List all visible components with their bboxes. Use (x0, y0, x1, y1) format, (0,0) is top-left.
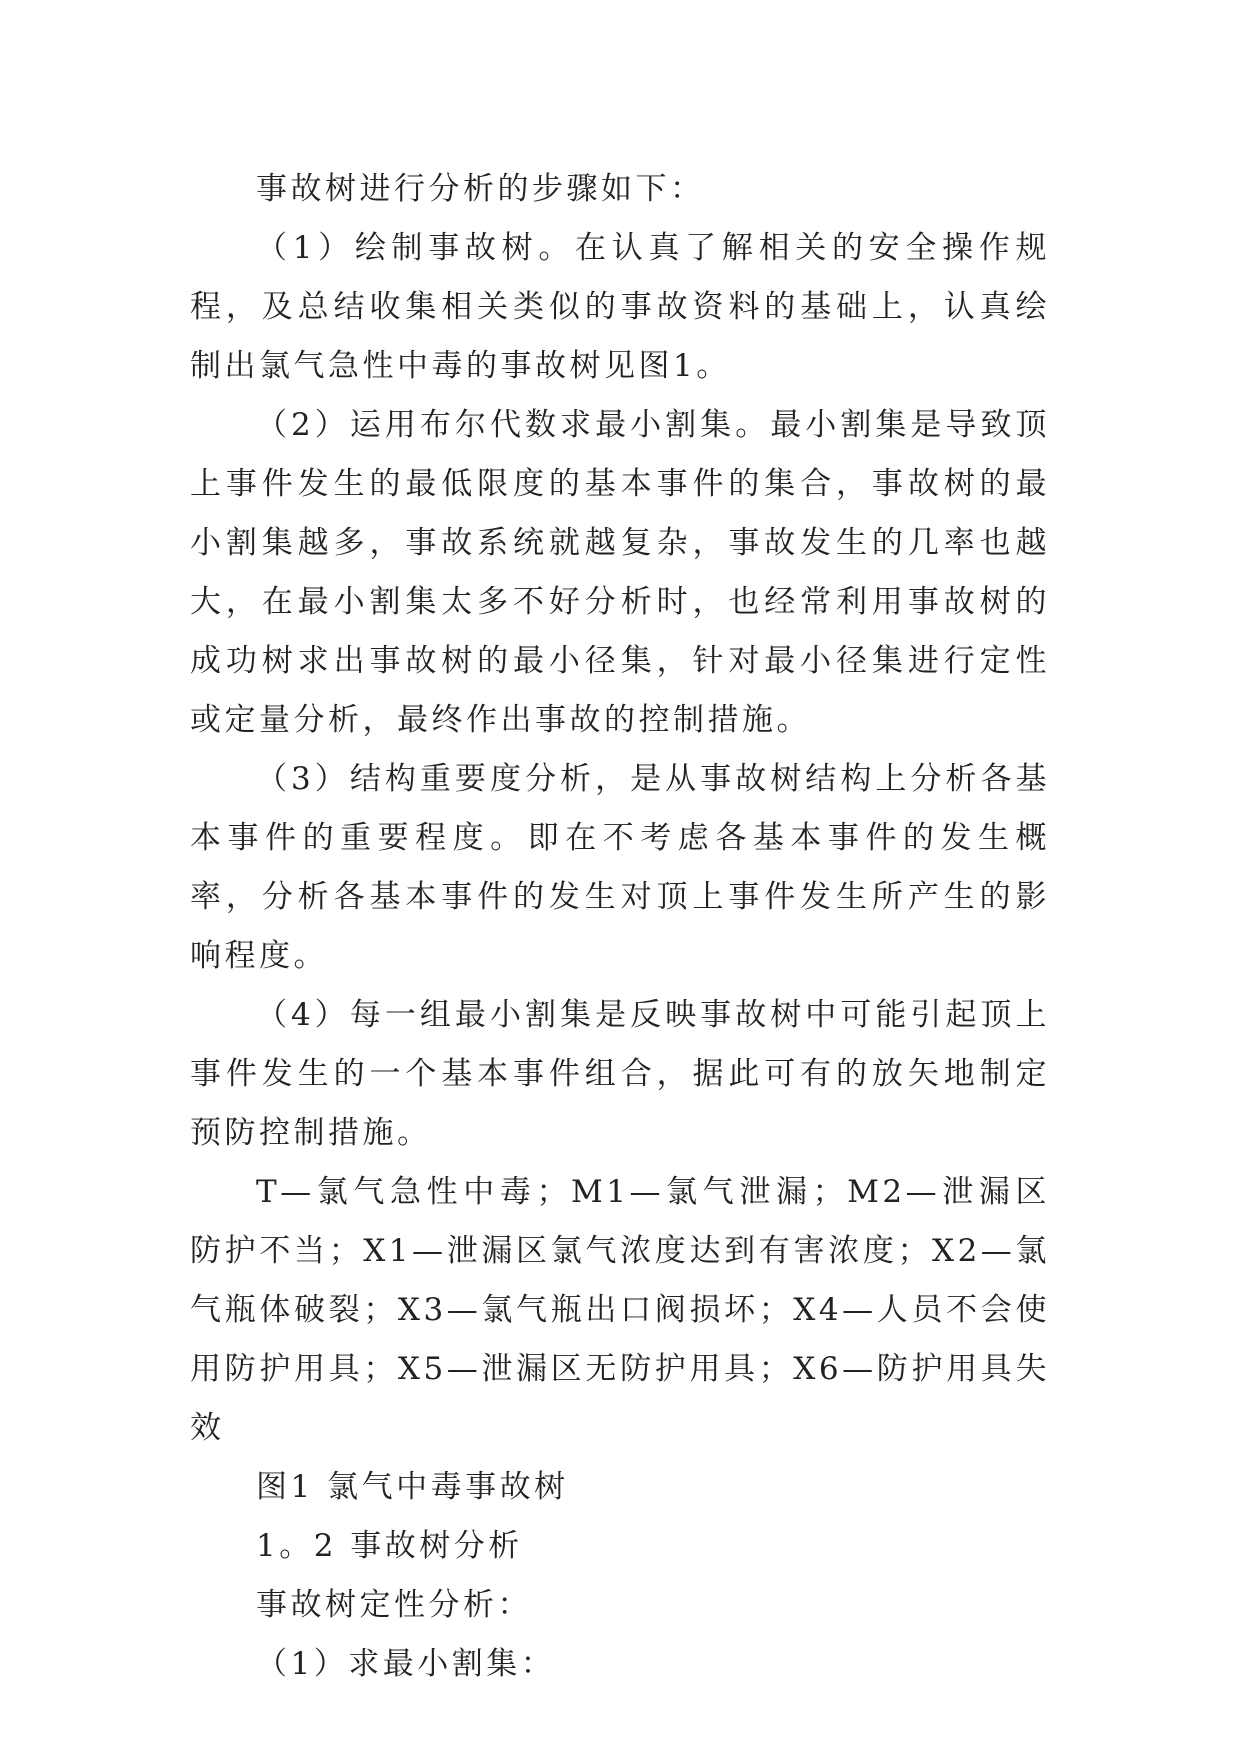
step-4-paragraph: （4）每一组最小割集是反映事故树中可能引起顶上事件发生的一个基本事件组合，据此可有的放矢地制定预防控制措施。 (190, 997, 1050, 1151)
step-1-paragraph: （1）绘制事故树。在认真了解相关的安全操作规程，及总结收集相关类似的事故资料的基础上，认真绘制出氯气急性中毒的事故树见图1。 (190, 230, 1050, 384)
qualitative-analysis-heading: 事故树定性分析： (256, 1587, 532, 1623)
section-heading: 1。2 事故树分析 (256, 1528, 523, 1564)
step-3-paragraph: （3）结构重要度分析，是从事故树结构上分析各基本事件的重要程度。即在不考虑各基本事件的发生概率，分析各基本事件的发生对顶上事件发生所产生的影响程度。 (190, 761, 1050, 974)
figure-caption: 图1 氯气中毒事故树 (256, 1469, 569, 1505)
step-2-paragraph: （2）运用布尔代数求最小割集。最小割集是导致顶上事件发生的最低限度的基本事件的集合，事故树的最小割集越多，事故系统就越复杂，事故发生的几率也越大，在最小割集太多不好分析时，也经常利用事故树的成功树求出事故树的最小径集，针对最小径集进行定性或定量分析，最终作出事故的控制措施。 (190, 407, 1050, 738)
intro-paragraph: 事故树进行分析的步骤如下： (256, 171, 705, 207)
document-body (190, 160, 1050, 1694)
figure-legend-paragraph: T—氯气急性中毒；M1—氯气泄漏；M2—泄漏区防护不当；X1—泄漏区氯气浓度达到有害浓度；X2—氯气瓶体破裂；X3—氯气瓶出口阀损坏；X4—人员不会使用防护用具；X5—泄漏区无防护用具；X6—防护用具失效 (190, 1174, 1050, 1446)
min-cut-set-heading: （1）求最小割集： (256, 1646, 556, 1682)
